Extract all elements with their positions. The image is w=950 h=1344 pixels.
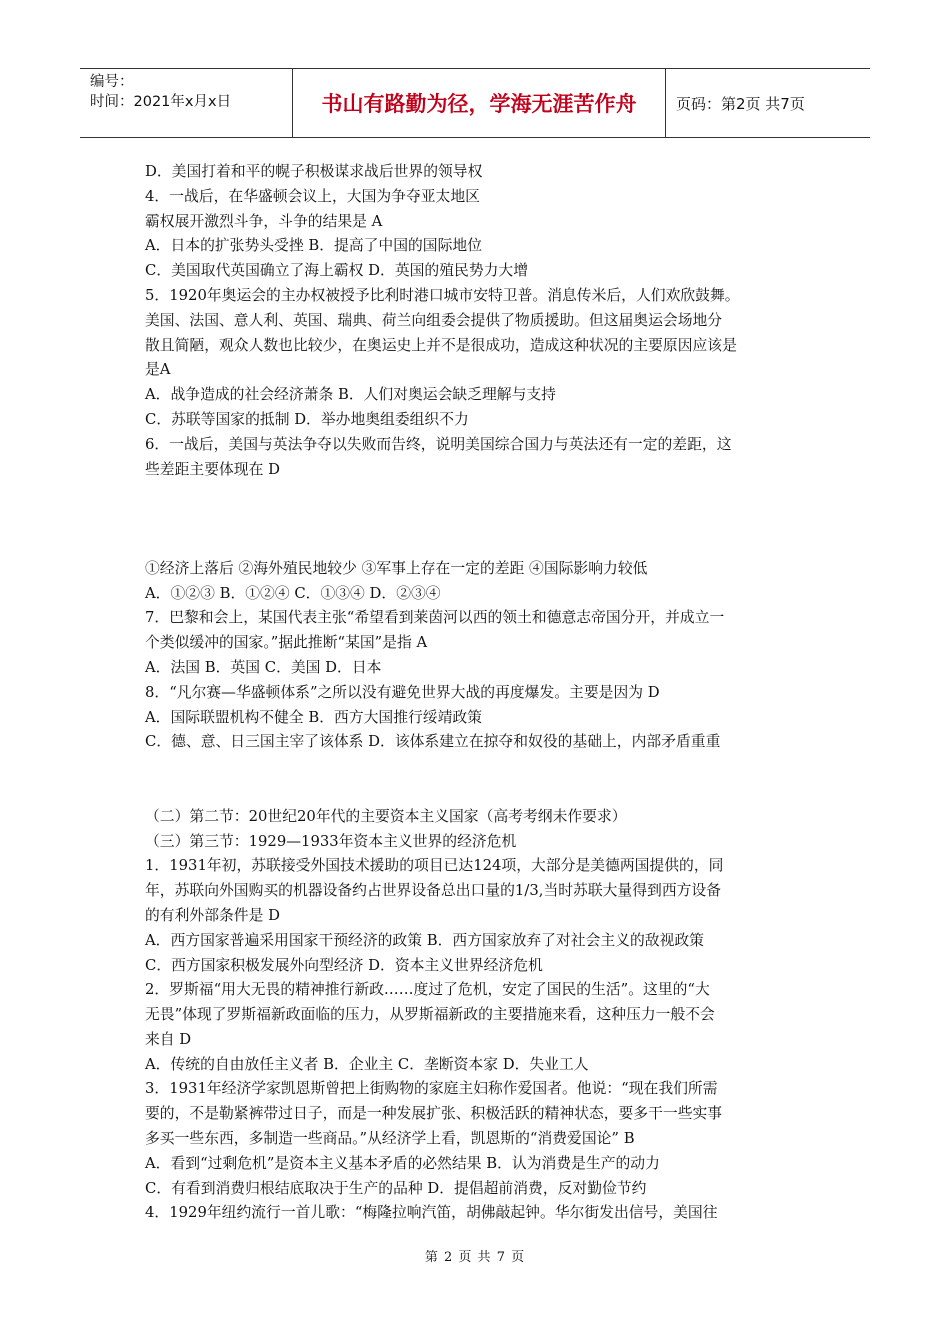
- text-line: 8．“凡尔赛—华盛顿体系”之所以没有避免世界大战的再度爆发。主要是因为 D: [145, 683, 660, 701]
- text-line: 4．一战后，在华盛顿会议上，大国为争夺亚太地区: [145, 187, 480, 205]
- text-line: 4．1929年纽约流行一首儿歌：“梅隆拉响汽笛，胡佛敲起钟。华尔街发出信号，美国往: [145, 1204, 718, 1222]
- text-line: A．看到“过剩危机”是资本主义基本矛盾的必然结果 B．认为消费是生产的动力: [145, 1154, 660, 1172]
- text-line: D．美国打着和平的幌子积极谋求战后世界的领导权: [145, 163, 483, 180]
- text-line: 来自 D: [145, 1030, 192, 1048]
- text-line: 的有利外部条件是 D: [145, 906, 280, 924]
- text-line: 无畏”体现了罗斯福新政面临的压力，从罗斯福新政的主要措施来看，这种压力一般不会: [145, 1006, 715, 1024]
- text-line: C．有看到消费归根结底取决于生产的品种 D．提倡超前消费，反对勤俭节约: [145, 1179, 647, 1197]
- text-line: C．苏联等国家的抵制 D．举办地奥组委组织不力: [145, 410, 469, 428]
- header-meta: [80, 69, 293, 137]
- page-header: [80, 68, 870, 138]
- text-line: 个类似缓冲的国家。”据此推断“某国”是指 A: [145, 634, 428, 652]
- text-line: 7．巴黎和会上，某国代表主张“希望看到莱茵河以西的领土和德意志帝国分开，并成立一: [145, 609, 725, 627]
- text-line: A．西方国家普遍采用国家干预经济的政策 B．西方国家放弃了对社会主义的敌视政策: [145, 931, 704, 949]
- section-heading: （三）第三节：1929—1933年资本主义世界的经济危机: [145, 832, 517, 850]
- text-line: 些差距主要体现在 D: [145, 460, 280, 478]
- text-line: [145, 755, 815, 780]
- header-motto: 书山有路勤为径，学海无涯苦作舟: [293, 69, 666, 137]
- text-line: 年，苏联向外国购买的机器设备约占世界设备总出口量的1/3,当时苏联大量得到西方设备: [145, 882, 722, 900]
- document-number: 编号：: [90, 74, 134, 90]
- text-line: [145, 507, 815, 532]
- text-line: 多买一些东西，多制造一些商品。”从经济学上看，凯恩斯的“消费爱国论” B: [145, 1130, 635, 1148]
- text-line: A．法国 B．英国 C．美国 D．日本: [145, 658, 382, 676]
- text-line: A．日本的扩张势头受挫 B．提高了中国的国际地位: [145, 237, 482, 255]
- page-footer: 第 2 页 共 7 页: [424, 1250, 526, 1265]
- text-line: C．美国取代英国确立了海上霸权 D．英国的殖民势力大增: [145, 262, 529, 280]
- text-line: 散且简陋，观众人数也比较少，在奥运史上并不是很成功，造成这种状况的主要原因应该是: [145, 336, 737, 354]
- text-line: [145, 532, 815, 557]
- text-line: 霸权展开激烈斗争，斗争的结果是 A: [145, 212, 383, 230]
- text-line: A．国际联盟机构不健全 B．西方大国推行绥靖政策: [145, 708, 482, 726]
- text-line: A．传统的自由放任主义者 B．企业主 C．垄断资本家 D．失业工人: [145, 1055, 589, 1073]
- text-line: [145, 780, 815, 805]
- text-line: [145, 482, 815, 507]
- text-line: A．①②③ B．①②④ C．①③④ D．②③④: [145, 584, 441, 602]
- text-line: C．德、意、日三国主宰了该体系 D．该体系建立在掠夺和奴役的基础上，内部矛盾重重: [145, 733, 721, 751]
- text-line: 是A: [145, 361, 171, 379]
- document-date: 时间：2021年x月x日: [90, 94, 232, 110]
- text-line: ①经济上落后 ②海外殖民地较少 ③军事上存在一定的差距 ④国际影响力较低: [145, 559, 648, 577]
- text-line: 1．1931年初，苏联接受外国技术援助的项目已达124项，大部分是美德两国提供的，同: [145, 857, 724, 875]
- document-body: [145, 160, 815, 1226]
- header-page-number: 页码：第2页 共7页: [676, 94, 805, 113]
- text-line: 2．罗斯福“用大无畏的精神推行新政……度过了危机，安定了国民的生活”。这里的“大: [145, 981, 710, 999]
- section-heading: （二）第二节：20世纪20年代的主要资本主义国家（高考考纲未作要求）: [145, 807, 627, 825]
- text-line: C．西方国家积极发展外向型经济 D．资本主义世界经济危机: [145, 956, 543, 974]
- text-line: A．战争造成的社会经济萧条 B．人们对奥运会缺乏理解与支持: [145, 386, 556, 404]
- text-line: 要的，不是勒紧裤带过日子，而是一种发展扩张、积极活跃的精神状态，要多干一些实事: [145, 1105, 723, 1123]
- text-line: 3．1931年经济学家凯恩斯曾把上街购物的家庭主妇称作爱国者。他说：“现在我们所需: [145, 1080, 718, 1098]
- text-line: 美国、法国、意人利、英国、瑞典、荷兰向组委会提供了物质援助。但这届奥运会场地分: [145, 311, 723, 329]
- text-line: 5．1920年奥运会的主办权被授予比利时港口城市安特卫普。消息传米后，人们欢欣鼓舞。: [145, 286, 740, 304]
- text-line: 6．一战后，美国与英法争夺以失败而告终，说明美国综合国力与英法还有一定的差距，这: [145, 435, 732, 453]
